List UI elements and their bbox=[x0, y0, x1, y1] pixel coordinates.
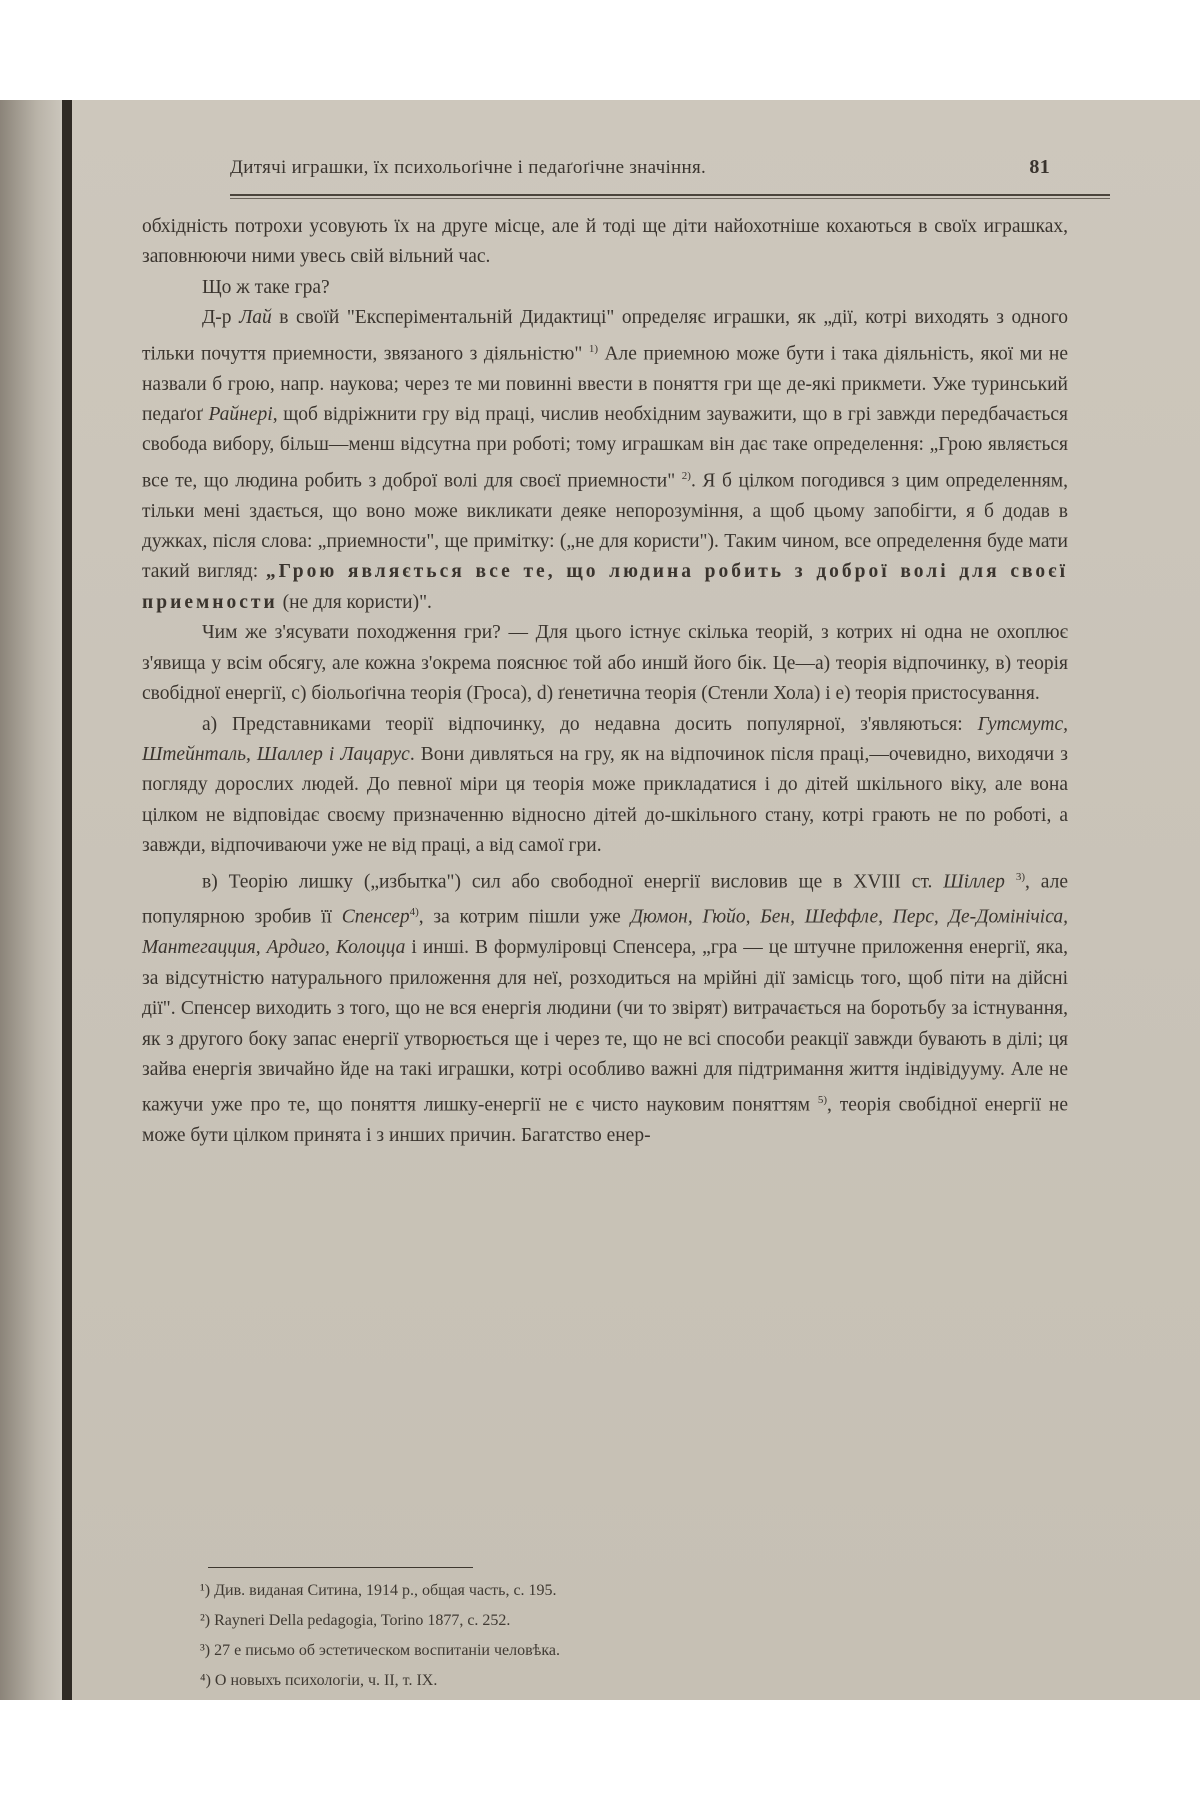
text-run: Але приемною може бути і така діяльність, якої ми не назвали б грою, напр. наукова; через те ми повинні ввести в поняття гри ще де-які прикмети. Уже туринський педаґоґ bbox=[142, 343, 1068, 425]
text-run: а) Представниками теорії відпочинку, до недавна досить популярної, з'являються: bbox=[202, 713, 978, 735]
paragraph-3 bbox=[142, 303, 1068, 618]
footnote-ref: 2) bbox=[681, 469, 691, 482]
body-text bbox=[142, 212, 1068, 1152]
footnote-2: ²) Rayneri Della pedagogia, Torino 1877, с. 252. bbox=[200, 1612, 511, 1629]
book-binding bbox=[0, 100, 62, 1700]
author-name: Спенсер bbox=[341, 906, 410, 928]
footnotes bbox=[200, 1576, 960, 1696]
footnote-ref: 3) bbox=[1015, 870, 1026, 883]
text-run: в) Теорію лишку („избытка") сил або свободної енергії висловив ще в XVIII ст. bbox=[202, 871, 944, 893]
footnote-ref: 1) bbox=[588, 342, 598, 355]
text-run: (не для користи)". bbox=[277, 591, 432, 613]
paragraph-6 bbox=[142, 862, 1068, 1152]
book-spine bbox=[62, 100, 72, 1700]
paragraph-4: Чим же з'ясувати походження гри? — Для цього істнує скілька теорій, з котрих ні одна не охоплює з'явища у всім обсягу, але кожна з'окрема пояснює той або иншй його бік. Це—а) теорія відпочинку, в) теорія свобідної енергії, с) біольоґічна теорія (Гроса), d) ґенетична теорія (Стенли Хола) і е) теорія пристосування. bbox=[142, 622, 1068, 705]
author-name: Райнері bbox=[208, 403, 273, 425]
footnote-4: ⁴) О новыхъ психологіи, ч. II, т. IX. bbox=[200, 1672, 438, 1689]
footnote-ref: 5) bbox=[817, 1094, 827, 1107]
text-run: , щоб відріжнити гру від праці, числив необхідним зауважити, що в грі завжди передбачається свобода вибору, більш—менш відсутна при роботі; тому играшкам він дає таке определення: „Грою являється все те, що людина робить з доброї волі для своєї приемности" bbox=[142, 403, 1068, 492]
text-run: . Я б цілком погодився з цим определенням, тільки мені здається, що воно може викликати деяке непорозуміння, а щоб цьому запобігти, я б додав в дужках, після слова: „приемности", ще примітку: („не для користи"). Таким чином, все определення буде мати такий вигляд: bbox=[142, 470, 1068, 583]
text-run: і инші. В формуліровці Спенсера, „гра — це штучне приложення енергії, яка, за відсутністю натурального приложення для неї, розходиться на мрійні дії замісць того, щоб піти на дійсні дії". Спенсер виходить з того, що не вся енергія людини (чи то звірят) витрачається на боротьбу за істнування, як з другого боку запас енергії утворюється ще і через те, що не всі способи реакції завжди бувають в ділі; ця зайва енергія звичайно йде на такі играшки, котрі особливо важні для підтримання життя індівідууму. Але не кажучи уже про те, що поняття лишку-енергії не є чисто науковим поняттям bbox=[142, 937, 1068, 1116]
text-run: , теорія свобідної енергії не може бути цілком принята і з инших причин. Багатство енер- bbox=[142, 1094, 1069, 1147]
paragraph-1: обхідність потрохи усовують їх на друге місце, але й тоді ще діти найохотніше кохаються в своїх играшках, заповнюючи ними увесь свій вільний час. bbox=[142, 216, 1068, 268]
header-rule bbox=[230, 194, 1110, 196]
author-name: Шіллер bbox=[943, 871, 1005, 893]
running-head-title: Дитячі играшки, їх психольоґічне і педаґоґічне значіння. bbox=[230, 157, 707, 178]
paragraph-2: Що ж таке гра? bbox=[202, 276, 330, 298]
footnote-rule bbox=[208, 1567, 473, 1568]
paragraph-5 bbox=[142, 710, 1068, 862]
footnote-ref: 4) bbox=[409, 906, 419, 919]
text-run: . Вони дивляться на гру, як на відпочинок після праці,—очевидно, виходячи з погляду дорослих людей. До певної міри ця теорія може прикладатися і до дітей шкільного віку, але вона цілком не відповідає своєму призначенню відносно дітей до-шкільного стану, котрі грають не по роботі, а завжди, відпочиваючи уже не від праці, а від самої гри. bbox=[142, 743, 1068, 857]
header-rule-thin bbox=[230, 198, 1110, 199]
book-page bbox=[72, 100, 1200, 1700]
text-run: , за котрим пішли уже bbox=[418, 906, 631, 928]
author-names: Гутсмутс, Штейнталь, Шаллер і Лацарус bbox=[142, 713, 1068, 765]
text-run: в своїй "Експеріментальній Дидактиці" определяє играшки, як „дії, котрі виходять з одного тільки почуття приемности, звязаного з діяльністю" bbox=[142, 307, 1069, 365]
running-head bbox=[230, 156, 1050, 179]
author-name: Лай bbox=[239, 307, 272, 329]
footnote-3: ³) 27 е письмо об эстетическом воспитаніи человѣка. bbox=[200, 1642, 560, 1659]
spaced-definition: „Грою являється все те, що людина робить з доброї волі для своєї приемности bbox=[142, 561, 1068, 613]
footnote-1: ¹) Див. виданая Ситина, 1914 р., общая часть, с. 195. bbox=[200, 1582, 557, 1599]
author-names: Дюмон, Гюйо, Бен, Шеффле, Перс, Де-Домінічіса, Мантегацция, Ардиго, Колоцца bbox=[142, 906, 1068, 959]
text-run bbox=[1005, 871, 1016, 892]
text-run: Д-р bbox=[202, 307, 240, 329]
text-run: , але популярною зробив її bbox=[142, 871, 1069, 928]
page-number: 81 bbox=[1029, 156, 1050, 178]
